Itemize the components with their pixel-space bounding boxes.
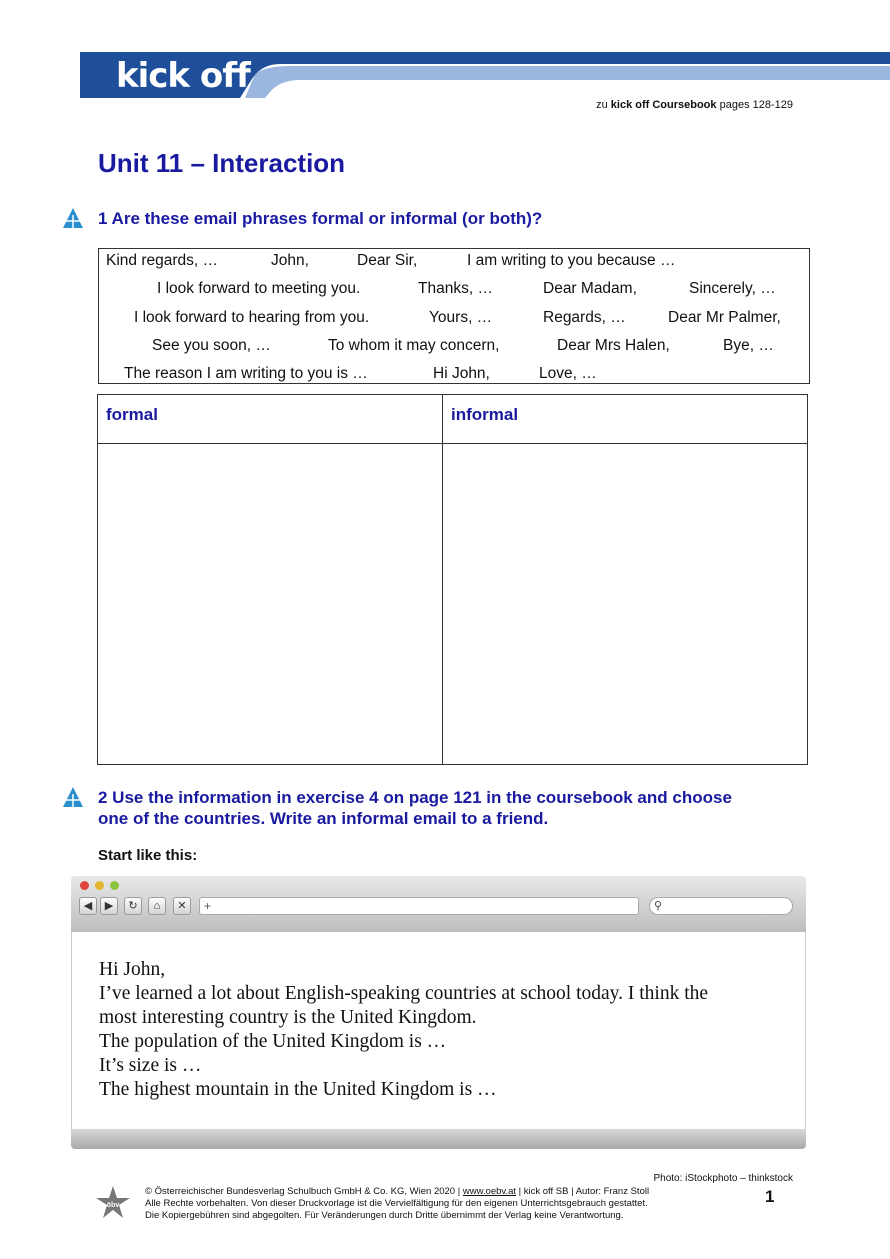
column-divider — [442, 395, 443, 764]
task-2-heading-line: one of the countries. Write an informal email to a friend. — [98, 809, 549, 828]
phrase: Sincerely, … — [689, 280, 776, 297]
search-input[interactable] — [649, 897, 793, 915]
informal-column-header: informal — [451, 405, 519, 424]
close-dot-icon[interactable] — [80, 881, 89, 890]
phrase: Hi John, — [433, 365, 490, 382]
task-1-heading: 1 Are these email phrases formal or informal (or both)? — [98, 209, 543, 228]
browser-toolbar — [71, 876, 806, 932]
phrase: I am writing to you because … — [467, 252, 676, 269]
formal-informal-table — [97, 394, 808, 765]
phrase: Dear Mrs Halen, — [557, 337, 670, 354]
start-like-label: Start like this: — [98, 847, 198, 864]
footer-copyright: © Österreichischer Bundesverlag Schulbuch GmbH & Co. KG, Wien 2020 | www.oebv.at | kick off SB | Autor: Franz Stoll Alle Rechte vorbehalten. Von dieser Druckvorlage ist die Vervielfältigung für den eigenen Unterrichtsgebrauch gestattet. Die Kopiergebühren sind abgegolten. Für Veränderungen durch Dritte übernimmt der Verlag keine Verantwortung. — [145, 1186, 650, 1221]
phrase: Thanks, … — [418, 280, 493, 297]
maximize-dot-icon[interactable] — [110, 881, 119, 890]
stop-button-icon[interactable]: ✕ — [173, 897, 191, 915]
back-button-icon[interactable]: ◀ — [79, 897, 97, 915]
phrase: Love, … — [539, 365, 597, 382]
phrase: I look forward to meeting you. — [157, 280, 361, 297]
phrase: Dear Madam, — [543, 280, 637, 297]
email-text — [99, 958, 779, 1102]
triangle-level-icon — [62, 786, 84, 808]
browser-status-bar — [71, 1129, 806, 1149]
address-bar[interactable] — [199, 897, 639, 915]
browser-window — [71, 876, 806, 1151]
new-tab-icon[interactable]: + — [204, 899, 212, 913]
phrase: Yours, … — [429, 309, 493, 326]
phrase-row — [99, 252, 809, 272]
minimize-dot-icon[interactable] — [95, 881, 104, 890]
header-divider — [98, 443, 807, 444]
task-2-heading-line: 2 Use the information in exercise 4 on page 121 in the coursebook and choose — [98, 788, 732, 807]
forward-button-icon[interactable]: ▶ — [100, 897, 118, 915]
coursebook-reference: zu kick off Coursebook pages 128-129 — [596, 99, 793, 111]
email-line: It’s size is … — [99, 1055, 202, 1076]
phrase-row — [99, 337, 809, 357]
phrase-row — [99, 309, 809, 329]
email-line: Hi John, — [99, 959, 166, 980]
phrase: I look forward to hearing from you. — [134, 309, 370, 326]
photo-credit: Photo: iStockphoto – thinkstock — [653, 1173, 793, 1184]
email-body — [71, 932, 806, 1129]
phrase: Dear Mr Palmer, — [668, 309, 781, 326]
triangle-level-icon — [62, 207, 84, 229]
kick-off-logo: kick off — [116, 56, 250, 96]
svg-text:öbv: öbv — [106, 1202, 120, 1209]
email-line: The highest mountain in the United Kingdom is … — [99, 1079, 497, 1100]
home-button-icon[interactable]: ⌂ — [148, 897, 166, 915]
reload-button-icon[interactable]: ↻ — [124, 897, 142, 915]
phrase: See you soon, … — [152, 337, 271, 354]
formal-column-header: formal — [106, 405, 158, 424]
phrase-row — [99, 365, 809, 385]
phrase: Dear Sir, — [357, 252, 418, 269]
email-line: most interesting country is the United Kingdom. — [99, 1007, 477, 1028]
email-line: The population of the United Kingdom is … — [99, 1031, 447, 1052]
phrase: Kind regards, … — [106, 252, 218, 269]
phrase-row — [99, 280, 809, 300]
task-2-heading — [98, 787, 732, 829]
page-title: Unit 11 – Interaction — [98, 148, 346, 178]
email-line: I’ve learned a lot about English-speaking countries at school today. I think the — [99, 983, 709, 1004]
oebv-logo — [96, 1186, 130, 1220]
phrase: John, — [271, 252, 309, 269]
oebv-link[interactable]: www.oebv.at — [462, 1186, 516, 1197]
phrase: Bye, … — [723, 337, 774, 354]
phrase: The reason I am writing to you is … — [124, 365, 368, 382]
phrase: To whom it may concern, — [328, 337, 500, 354]
page-number: 1 — [765, 1187, 775, 1206]
phrase: Regards, … — [543, 309, 626, 326]
search-icon: ⚲ — [654, 900, 663, 912]
phrase-box — [98, 248, 810, 384]
